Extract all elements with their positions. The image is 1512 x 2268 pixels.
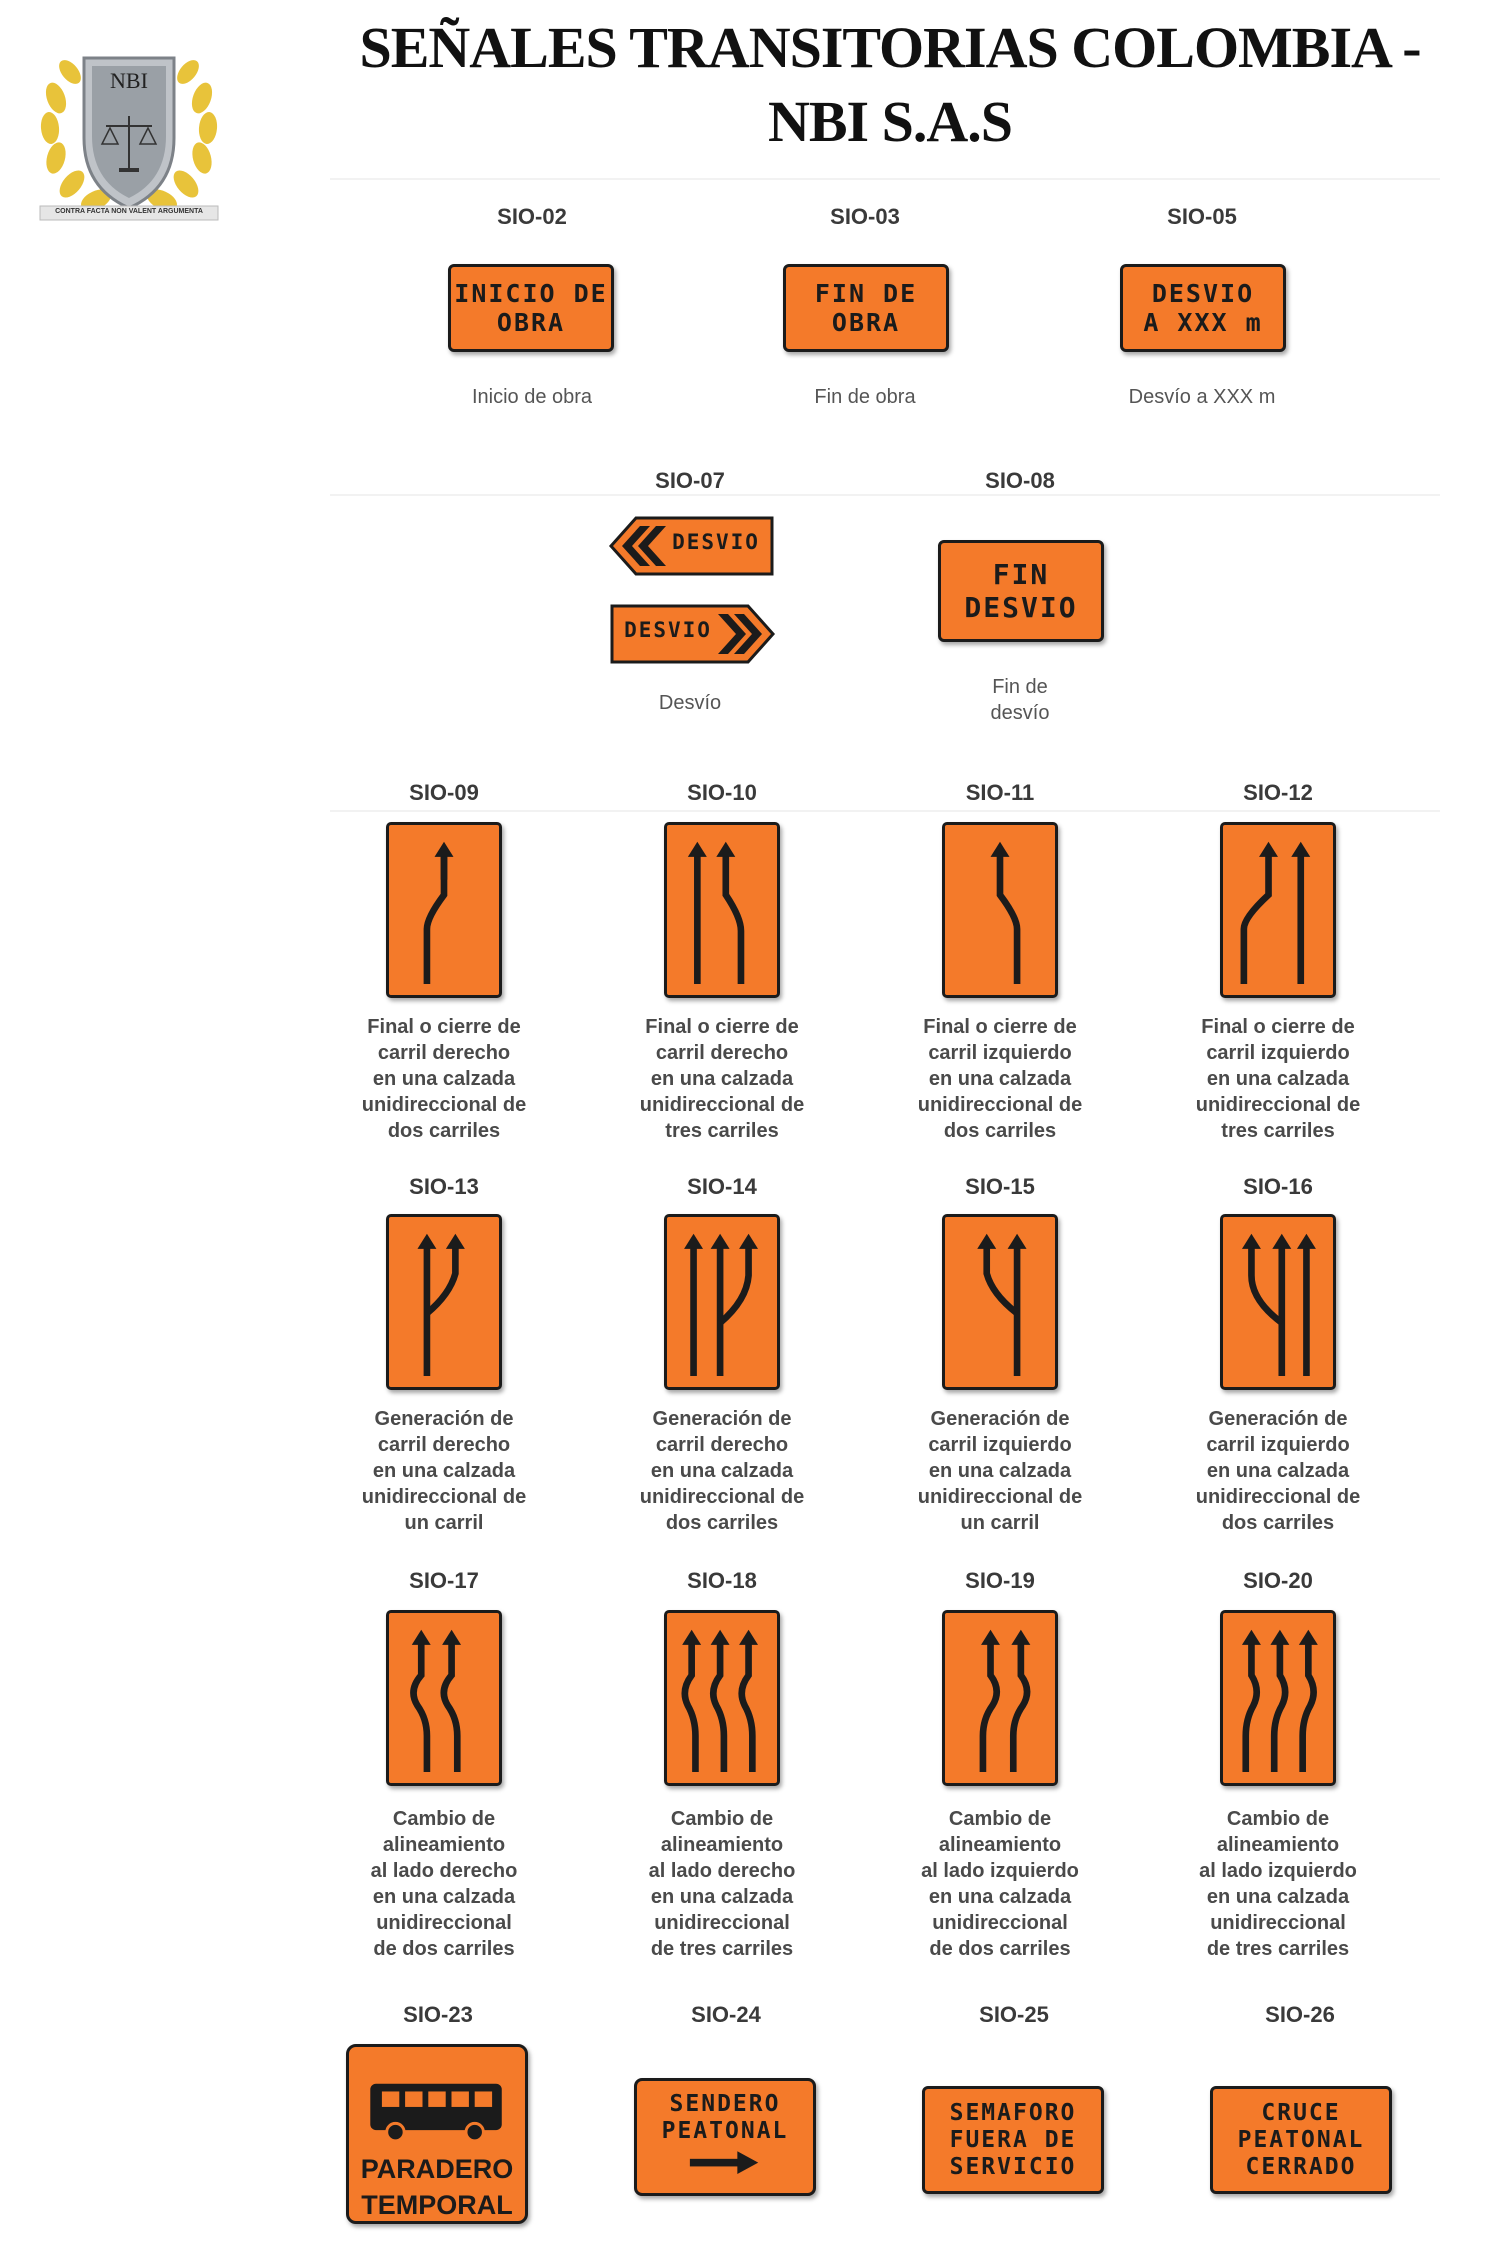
sign-alineamiento-izquierdo-3 bbox=[1220, 1610, 1336, 1786]
sign-code: SIO-02 bbox=[497, 204, 567, 229]
sign-caption: Desvío a XXX m bbox=[1128, 386, 1276, 408]
sign-code: SIO-23 bbox=[403, 2002, 473, 2027]
sign-caption: Generación de carril derecho en una calzada unidireccional de dos carriles bbox=[639, 1408, 805, 1534]
sign-desvio-left: DESVIO bbox=[608, 514, 776, 578]
sign-caption: Fin de obra bbox=[814, 386, 916, 408]
sign-inicio-obra: INICIO DE OBRA bbox=[448, 264, 614, 352]
sign-code: SIO-11 bbox=[965, 780, 1035, 805]
sign-caption: Cambio de alineamiento al lado derecho en una calzada unidireccional de dos carriles bbox=[370, 1808, 518, 1960]
sign-generacion-izquierdo-2 bbox=[1220, 1214, 1336, 1390]
sign-caption: Final o cierre de carril derecho en una calzada unidireccional de dos carriles bbox=[361, 1016, 527, 1142]
sign-alineamiento-izquierdo-2 bbox=[942, 1610, 1058, 1786]
sign-cierre-derecho-2 bbox=[386, 822, 502, 998]
sign-paradero-temporal: PARADERO TEMPORAL bbox=[346, 2044, 528, 2224]
sign-caption: Cambio de alineamiento al lado izquierdo en una calzada unidireccional de tres carriles bbox=[1199, 1808, 1357, 1960]
sign-cierre-derecho-3 bbox=[664, 822, 780, 998]
page-subtitle: NBI S.A.S bbox=[767, 89, 1013, 154]
sign-code: SIO-15 bbox=[965, 1174, 1035, 1199]
sign-fin-obra: FIN DE OBRA bbox=[783, 264, 949, 352]
sign-caption: Final o cierre de carril izquierdo en una calzada unidireccional de tres carriles bbox=[1195, 1016, 1361, 1142]
sign-alineamiento-derecho-3 bbox=[664, 1610, 780, 1786]
sign-code: SIO-14 bbox=[687, 1174, 757, 1199]
sign-caption: Fin de desvío bbox=[990, 676, 1050, 724]
sign-code: SIO-18 bbox=[687, 1568, 757, 1593]
sign-code: SIO-19 bbox=[965, 1568, 1035, 1593]
sign-code: SIO-26 bbox=[1265, 2002, 1335, 2027]
page-title: SEÑALES TRANSITORIAS COLOMBIA - bbox=[359, 15, 1421, 80]
sign-code: SIO-12 bbox=[1243, 780, 1313, 805]
sign-code: SIO-10 bbox=[687, 780, 757, 805]
sign-generacion-derecho-1 bbox=[386, 1214, 502, 1390]
sign-caption: Final o cierre de carril izquierdo en una calzada unidireccional de dos carriles bbox=[917, 1016, 1083, 1142]
logo-motto: CONTRA FACTA NON VALENT ARGUMENTA bbox=[55, 208, 203, 215]
sign-cierre-izquierdo-3 bbox=[1220, 822, 1336, 998]
sign-code: SIO-09 bbox=[409, 780, 479, 805]
sign-alineamiento-derecho-2 bbox=[386, 1610, 502, 1786]
sign-generacion-izquierdo-1 bbox=[942, 1214, 1058, 1390]
divider bbox=[330, 494, 1440, 496]
sign-code: SIO-03 bbox=[830, 204, 900, 229]
sign-caption: Cambio de alineamiento al lado izquierdo en una calzada unidireccional de dos carriles bbox=[921, 1808, 1079, 1960]
sign-code: SIO-24 bbox=[691, 2002, 761, 2027]
sign-code: SIO-05 bbox=[1167, 204, 1237, 229]
divider bbox=[330, 810, 1440, 812]
sign-cierre-izquierdo-2 bbox=[942, 822, 1058, 998]
sign-code: SIO-07 bbox=[655, 468, 725, 493]
sign-code: SIO-16 bbox=[1243, 1174, 1313, 1199]
sign-code: SIO-13 bbox=[409, 1174, 479, 1199]
sign-code: SIO-08 bbox=[985, 468, 1055, 493]
sign-semaforo: SEMAFORO FUERA DE SERVICIO bbox=[922, 2086, 1104, 2194]
sign-code: SIO-17 bbox=[409, 1568, 479, 1593]
divider bbox=[330, 178, 1440, 180]
sign-caption: Inicio de obra bbox=[471, 386, 593, 408]
sign-cruce-peatonal-cerrado: CRUCE PEATONAL CERRADO bbox=[1210, 2086, 1392, 2194]
sign-generacion-derecho-2 bbox=[664, 1214, 780, 1390]
logo-text: NBI bbox=[110, 68, 148, 93]
sign-sendero-peatonal: SENDERO PEATONAL bbox=[634, 2078, 816, 2196]
sign-caption: Final o cierre de carril derecho en una calzada unidireccional de tres carriles bbox=[639, 1016, 805, 1142]
sign-caption: Generación de carril izquierdo en una calzada unidireccional de dos carriles bbox=[1195, 1408, 1361, 1534]
sign-caption: Generación de carril izquierdo en una calzada unidireccional de un carril bbox=[917, 1408, 1083, 1534]
sign-code: SIO-25 bbox=[979, 2002, 1049, 2027]
sign-desvio-right: DESVIO bbox=[608, 602, 776, 666]
company-logo bbox=[34, 28, 224, 228]
sign-code: SIO-20 bbox=[1243, 1568, 1313, 1593]
sign-caption: Desvío bbox=[658, 692, 722, 714]
sign-desvio-xxx: DESVIO A XXX m bbox=[1120, 264, 1286, 352]
sign-caption: Cambio de alineamiento al lado derecho en una calzada unidireccional de tres carriles bbox=[648, 1808, 796, 1960]
sign-caption: Generación de carril derecho en una calzada unidireccional de un carril bbox=[361, 1408, 527, 1534]
sign-fin-desvio: FIN DESVIO bbox=[938, 540, 1104, 642]
